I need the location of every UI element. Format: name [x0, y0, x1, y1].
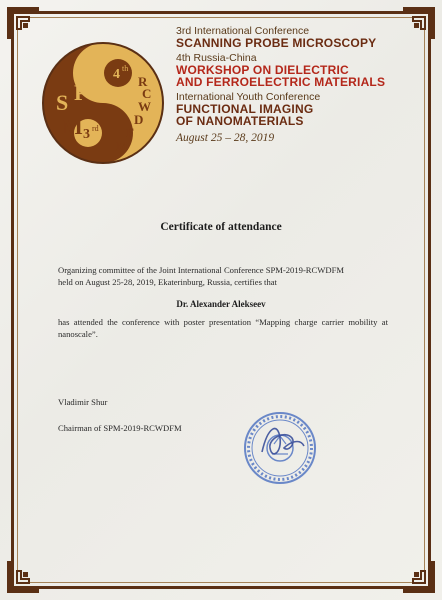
logo-letter-m-small: M — [116, 138, 129, 153]
official-stamp — [234, 408, 326, 488]
attendance-statement: has attended the conference with poster presentation “Mapping charge carrier mobility at nanoscale”. — [58, 317, 388, 339]
logo-letter-d: D — [134, 112, 144, 127]
logo-letter-w: W — [138, 99, 151, 114]
signer-name: Vladimir Shur — [58, 397, 108, 407]
committee-paragraph — [58, 264, 388, 288]
conference-dates: August 25 – 28, 2019 — [176, 132, 275, 145]
logo-letter-p: P — [74, 80, 88, 105]
corner-ornament-top-left — [5, 5, 41, 41]
header-line-6: International Youth Conference — [176, 90, 321, 103]
logo-edition-bottom: 3 — [83, 127, 90, 142]
logo-letter-c: C — [142, 86, 152, 101]
logo-letter-f: F — [126, 125, 134, 140]
header-line-3: 4th Russia-China — [176, 51, 257, 64]
logo-letter-r: R — [138, 74, 148, 89]
certificate-title: Certificate of attendance — [160, 221, 282, 233]
corner-ornament-bottom-right — [401, 559, 437, 595]
header-line-4: WORKSHOP ON DIELECTRIC — [176, 62, 349, 77]
logo-letter-s: S — [56, 90, 69, 115]
corner-ornament-bottom-left — [5, 559, 41, 595]
conference-logo — [38, 38, 168, 168]
header-line-2: SCANNING PROBE MICROSCOPY — [176, 36, 377, 51]
committee-line-2: held on August 25-28, 2019, Ekaterinburg, Russia, certifies that — [58, 277, 277, 287]
logo-edition-top: 4 — [113, 67, 120, 82]
header-line-1: 3rd International Conference — [176, 25, 310, 37]
header-line-7: FUNCTIONAL IMAGING — [176, 101, 314, 116]
logo-edition-top-sup: th — [122, 64, 129, 73]
committee-line-1: Organizing committee of the Joint International Conference SPM-2019-RCWDFM — [58, 265, 345, 275]
logo-edition-bottom-sup: rd — [92, 124, 99, 133]
recipient-name: Dr. Alexander Alekseev — [176, 299, 266, 309]
header-line-8: OF NANOMATERIALS — [176, 114, 304, 129]
logo-letter-m: M — [62, 114, 83, 139]
conference-header — [176, 26, 416, 144]
header-line-5: AND FERROELECTRIC MATERIALS — [176, 75, 386, 90]
signer-position: Chairman of SPM-2019-RCWDFM — [58, 423, 182, 433]
